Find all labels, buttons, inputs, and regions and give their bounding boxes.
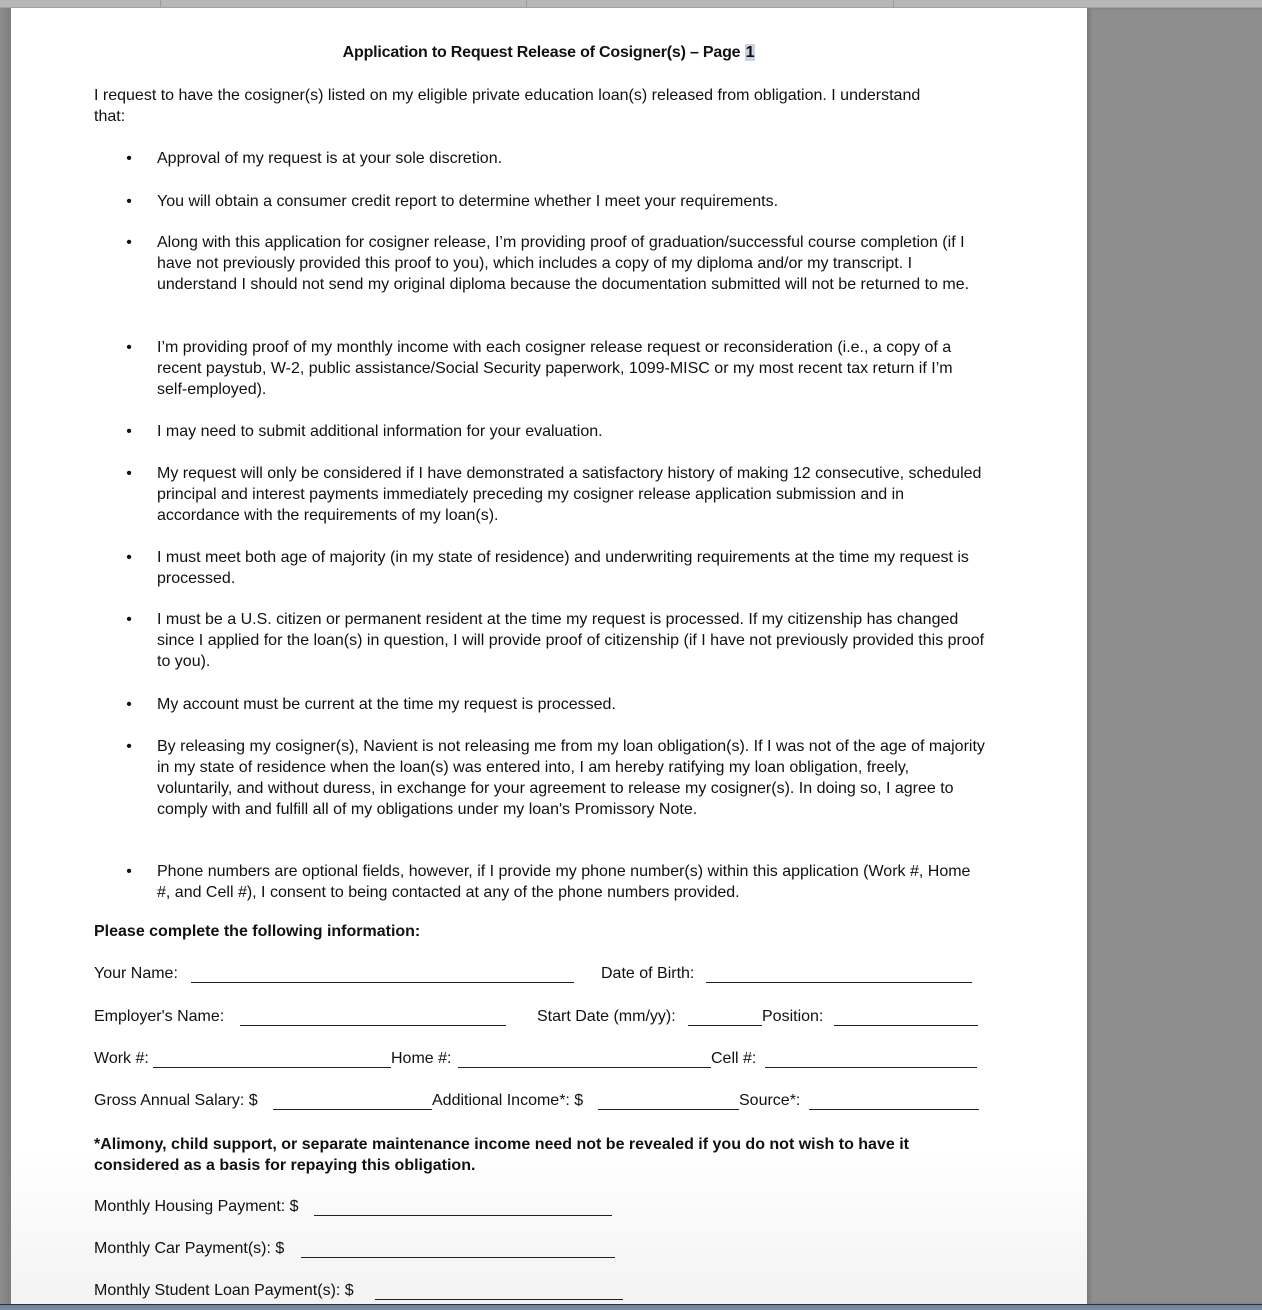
date-of-birth-field[interactable]: [706, 981, 972, 983]
gross-salary-label: Gross Annual Salary: $: [94, 1092, 258, 1109]
title-text: Application to Request Release of Cosigner(s) – Page: [342, 44, 745, 61]
bullet-icon: •: [126, 549, 132, 566]
your-name-field[interactable]: [191, 981, 574, 983]
housing-payment-field[interactable]: [314, 1214, 612, 1216]
list-item-text: My request will only be considered if I have demonstrated a satisfactory history of making 12 consecutive, scheduled principal and interest payments immediately preceding my cosigner release application submission and in accordance with the requirements of my loan(s).: [157, 465, 982, 524]
list-item-text: By releasing my cosigner(s), Navient is not releasing me from my loan obligation(s). If I was not of the age of majority in my state of residence when the loan(s) was entered into, I am hereby ratifying my loan obligation, freely, voluntarily, and without duress, in exchange for your agreement to release my cosigner(s). In doing so, I agree to comply with and fulfill all of my obligations under my loan's Promissory Note.: [157, 738, 985, 818]
alimony-note: *Alimony, child support, or separate maintenance income need not be revealed if you do not wish to have it considered as a basis for repaying this obligation.: [94, 1136, 909, 1174]
position-label: Position:: [762, 1008, 824, 1025]
bullet-icon: •: [126, 423, 132, 440]
bullet-icon: •: [126, 863, 132, 880]
student-loan-payment-field[interactable]: [375, 1298, 623, 1300]
list-item-text: Phone numbers are optional fields, however, if I provide my phone number(s) within this application (Work #, Home #, and Cell #), I consent to being contacted at any of the phone numbers provided.: [157, 863, 971, 901]
list-item-text: I must meet both age of majority (in my state of residence) and underwriting requirements at the time my request is processed.: [157, 549, 969, 587]
car-payment-field[interactable]: [301, 1256, 615, 1258]
position-field[interactable]: [834, 1024, 978, 1026]
cell-phone-label: Cell #:: [711, 1050, 757, 1067]
tab-divider: [893, 0, 894, 7]
bullet-icon: •: [126, 150, 132, 167]
viewer-background: [1087, 8, 1262, 1304]
home-phone-field[interactable]: [458, 1066, 711, 1068]
bullet-icon: •: [126, 465, 132, 482]
list-item-text: You will obtain a consumer credit report to determine whether I meet your requirements.: [157, 193, 779, 210]
tab-bar: [0, 0, 1262, 8]
document-page: [11, 8, 1087, 1304]
list-item-text: I must be a U.S. citizen or permanent resident at the time my request is processed. If my citizenship has changed since I applied for the loan(s) in question, I will provide proof of citizenship (if I have not previously provided this proof to you).: [157, 611, 985, 670]
bullet-icon: •: [126, 738, 132, 755]
intro-paragraph: I request to have the cosigner(s) listed on my eligible private education loan(s) released from obligation. I understand that:: [94, 87, 921, 125]
cell-phone-field[interactable]: [765, 1066, 977, 1068]
tab-divider: [160, 0, 161, 7]
page-title: [11, 44, 1087, 62]
student-loan-payment-label: Monthly Student Loan Payment(s): $: [94, 1282, 354, 1299]
bullet-icon: •: [126, 696, 132, 713]
work-phone-label: Work #:: [94, 1050, 149, 1067]
employer-name-field[interactable]: [240, 1024, 506, 1026]
list-item-text: Along with this application for cosigner release, I’m providing proof of graduation/successful course completion (if I have not previously provided this proof to you), which includes a copy of my diploma and/or my transcript. I understand I should not send my original diploma because the documentation submitted will not be returned to me.: [157, 234, 970, 293]
list-item-text: I’m providing proof of my monthly income with each cosigner release request or reconsideration (i.e., a copy of a recent paystub, W-2, public assistance/Social Security paperwork, 1099-MISC or my most recent tax return if I’m self-employed).: [157, 339, 953, 398]
viewer-left-gutter: [0, 8, 11, 1304]
form-heading: Please complete the following information:: [94, 923, 421, 940]
additional-income-field[interactable]: [598, 1108, 739, 1110]
employer-name-label: Employer's Name:: [94, 1008, 225, 1025]
gross-salary-field[interactable]: [273, 1108, 432, 1110]
list-item-text: My account must be current at the time my request is processed.: [157, 696, 616, 713]
start-date-label: Start Date (mm/yy):: [537, 1008, 676, 1025]
car-payment-label: Monthly Car Payment(s): $: [94, 1240, 285, 1257]
list-item-text: I may need to submit additional information for your evaluation.: [157, 423, 603, 440]
selected-page-number[interactable]: 1: [745, 44, 755, 61]
bullet-icon: •: [126, 234, 132, 251]
bullet-icon: •: [126, 339, 132, 356]
bullet-icon: •: [126, 193, 132, 210]
source-field[interactable]: [809, 1108, 979, 1110]
housing-payment-label: Monthly Housing Payment: $: [94, 1198, 299, 1215]
list-item-text: Approval of my request is at your sole discretion.: [157, 150, 503, 167]
source-label: Source*:: [739, 1092, 801, 1109]
date-of-birth-label: Date of Birth:: [601, 965, 695, 982]
bullet-icon: •: [126, 611, 132, 628]
your-name-label: Your Name:: [94, 965, 178, 982]
home-phone-label: Home #:: [391, 1050, 452, 1067]
dock-strip: [0, 1304, 1262, 1310]
additional-income-label: Additional Income*: $: [432, 1092, 584, 1109]
tab-divider: [526, 0, 527, 7]
work-phone-field[interactable]: [153, 1066, 391, 1068]
start-date-field[interactable]: [688, 1024, 762, 1026]
